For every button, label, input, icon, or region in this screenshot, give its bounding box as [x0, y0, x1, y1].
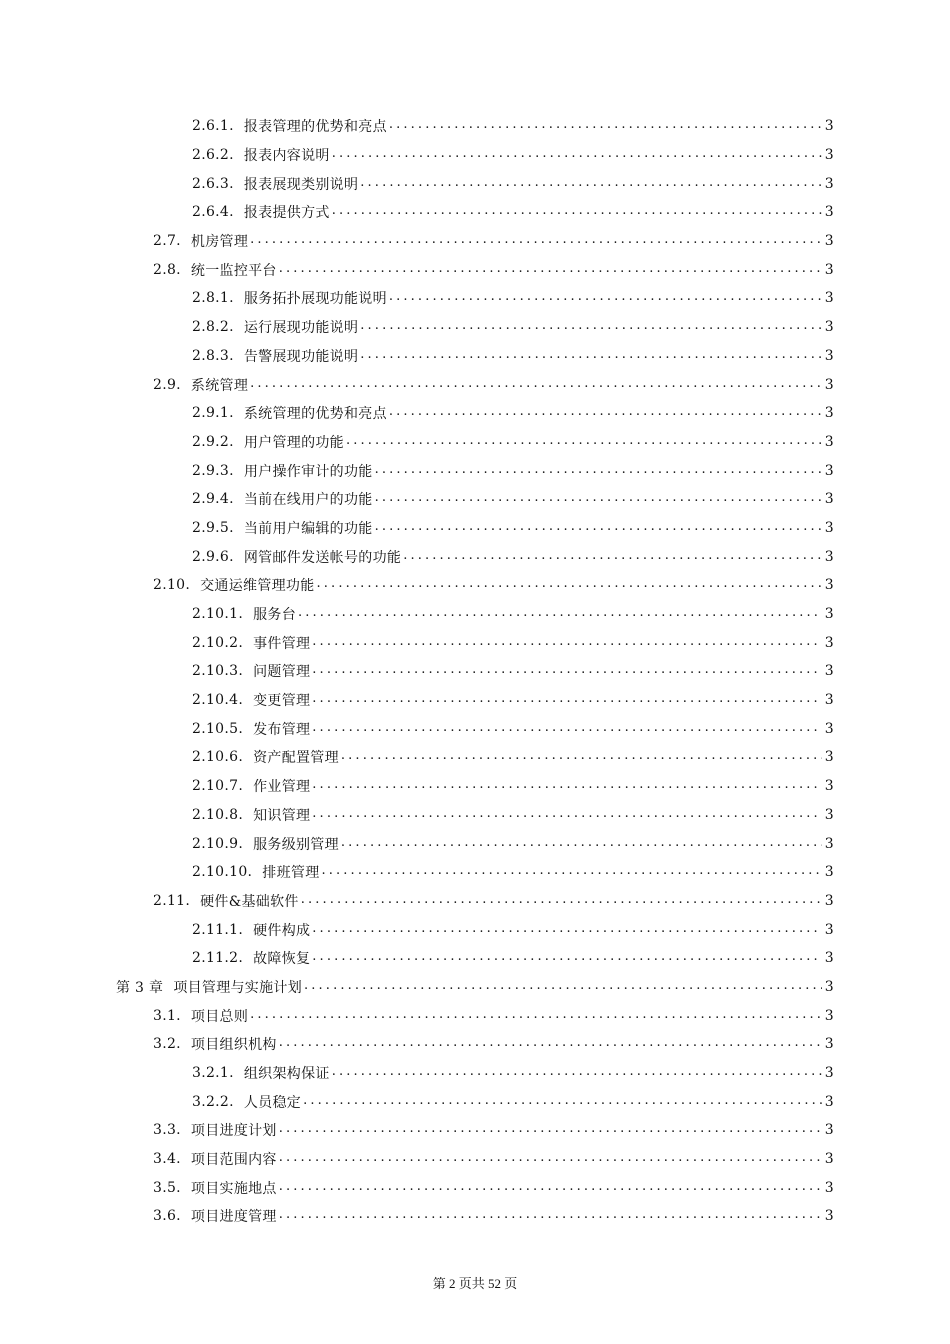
toc-entry-page-number: 3: [824, 347, 834, 364]
toc-entry-page-number: 3: [824, 319, 834, 336]
toc-entry-page-number: 3: [824, 261, 834, 278]
toc-entry[interactable]: [0, 198, 950, 227]
toc-entry[interactable]: [0, 1173, 950, 1202]
toc-entry-title: 项目进度管理: [190, 1209, 277, 1226]
toc-entry-line: [192, 288, 834, 308]
toc-entry-number: 2.8.2.: [192, 319, 234, 336]
toc-entry-page-number: 3: [824, 606, 834, 623]
toc-entry-line: [153, 575, 834, 595]
toc-entry-number: 2.10.9.: [192, 835, 244, 852]
toc-entry-number: 2.10.5.: [192, 720, 244, 737]
toc-dot-leader: [312, 635, 822, 651]
toc-entry-number: 2.6.4.: [192, 204, 234, 221]
toc-entry-line: [192, 690, 834, 710]
toc-entry-page-number: 3: [824, 864, 834, 881]
toc-entry-number: 2.10.: [153, 577, 191, 594]
toc-entry[interactable]: [0, 141, 950, 170]
toc-entry-line: [116, 977, 834, 997]
toc-entry-page-number: 3: [824, 720, 834, 737]
toc-entry-title: 知识管理: [253, 807, 311, 824]
toc-entry[interactable]: [0, 456, 950, 485]
toc-entry-line: [192, 202, 834, 222]
toc-entry-number: 2.6.1.: [192, 118, 234, 135]
toc-entry-page-number: 3: [824, 233, 834, 250]
toc-entry-number: 3.6.: [153, 1208, 181, 1225]
toc-entry-number: 2.6.3.: [192, 175, 234, 192]
toc-entry-line: [192, 661, 834, 681]
toc-entry-page-number: 3: [824, 1122, 834, 1139]
toc-entry-number: 2.9.6.: [192, 548, 234, 565]
toc-entry-number: 2.7.: [153, 233, 181, 250]
toc-dot-leader: [279, 1036, 822, 1052]
toc-entry-number: 2.9.: [153, 376, 181, 393]
toc-dot-leader: [250, 377, 822, 393]
toc-entry-line: [192, 489, 834, 509]
toc-entry[interactable]: [0, 973, 950, 1002]
toc-dot-leader: [250, 1008, 822, 1024]
toc-entry-number: 2.10.1.: [192, 606, 244, 623]
toc-entry[interactable]: [0, 915, 950, 944]
toc-dot-leader: [389, 290, 822, 306]
toc-entry-number: 第 3 章: [116, 979, 164, 996]
toc-entry-title: 项目总则: [190, 1008, 249, 1025]
toc-entry-page-number: 3: [824, 692, 834, 709]
toc-entry-line: [153, 1149, 834, 1169]
toc-entry-page-number: 3: [824, 1151, 834, 1168]
toc-entry-title: 硬件&基础软件: [200, 893, 299, 910]
toc-entry-line: [153, 1120, 834, 1140]
toc-entry-title: 用户操作审计的功能: [243, 463, 373, 480]
toc-dot-leader: [341, 749, 822, 765]
toc-entry[interactable]: [0, 1116, 950, 1145]
toc-entry-line: [192, 317, 834, 337]
toc-entry-number: 3.2.2.: [192, 1093, 234, 1110]
toc-entry-title: 系统管理: [190, 377, 249, 394]
toc-entry-number: 2.11.2.: [192, 950, 244, 967]
toc-entry[interactable]: [0, 1030, 950, 1059]
toc-entry-page-number: 3: [824, 921, 834, 938]
toc-entry-line: [192, 920, 834, 940]
toc-entry-number: 3.2.: [153, 1036, 181, 1053]
toc-entry-title: 人员稳定: [243, 1094, 302, 1111]
toc-entry-number: 2.10.6.: [192, 749, 244, 766]
toc-dot-leader: [389, 118, 822, 134]
toc-entry-line: [153, 1206, 834, 1226]
toc-dot-leader: [312, 778, 822, 794]
toc-entry-title: 项目组织机构: [190, 1037, 277, 1054]
toc-entry-title: 网管邮件发送帐号的功能: [243, 549, 402, 566]
toc-entry[interactable]: [0, 255, 950, 284]
toc-dot-leader: [298, 606, 822, 622]
toc-entry[interactable]: [0, 887, 950, 916]
toc-entry-line: [153, 260, 834, 280]
toc-entry[interactable]: [0, 686, 950, 715]
toc-entry[interactable]: [0, 657, 950, 686]
toc-entry-number: 2.11.1.: [192, 921, 244, 938]
toc-entry-title: 用户管理的功能: [243, 434, 344, 451]
toc-entry-line: [192, 116, 834, 136]
toc-entry-line: [153, 375, 834, 395]
toc-entry-page-number: 3: [824, 376, 834, 393]
toc-dot-leader: [312, 721, 822, 737]
toc-dot-leader: [312, 950, 822, 966]
page-footer: [0, 1273, 950, 1292]
toc-entry-line: [192, 461, 834, 481]
toc-entry-number: 2.8.3.: [192, 347, 234, 364]
toc-entry-line: [192, 547, 834, 567]
toc-entry-title: 当前用户编辑的功能: [243, 520, 373, 537]
toc-entry[interactable]: [0, 600, 950, 629]
toc-entry-page-number: 3: [824, 806, 834, 823]
toc-entry-line: [192, 403, 834, 423]
table-of-contents: [0, 112, 950, 1231]
toc-dot-leader: [279, 1151, 822, 1167]
toc-entry-number: 2.8.: [153, 261, 181, 278]
toc-entry-number: 2.9.4.: [192, 491, 234, 508]
toc-entry-number: 2.10.10.: [192, 864, 253, 881]
toc-entry-number: 2.10.4.: [192, 692, 244, 709]
toc-entry[interactable]: [0, 714, 950, 743]
toc-entry-title: 机房管理: [190, 234, 249, 251]
toc-dot-leader: [360, 348, 822, 364]
toc-entry-page-number: 3: [824, 1065, 834, 1082]
toc-dot-leader: [279, 1208, 822, 1224]
toc-entry-line: [153, 1034, 834, 1054]
toc-entry-page-number: 3: [824, 1007, 834, 1024]
toc-dot-leader: [304, 979, 822, 995]
toc-entry-number: 3.3.: [153, 1122, 181, 1139]
toc-dot-leader: [312, 922, 822, 938]
toc-dot-leader: [332, 147, 822, 163]
toc-entry-title: 报表提供方式: [243, 205, 330, 222]
toc-entry-title: 交通运维管理功能: [200, 578, 315, 595]
toc-dot-leader: [322, 864, 823, 880]
toc-entry-title: 报表展现类别说明: [243, 176, 359, 193]
page-number-label: 第 2 页共 52 页: [432, 1276, 518, 1291]
toc-entry-line: [192, 747, 834, 767]
toc-entry-line: [192, 776, 834, 796]
toc-entry-page-number: 3: [824, 433, 834, 450]
toc-dot-leader: [279, 262, 822, 278]
toc-entry[interactable]: [0, 485, 950, 514]
toc-entry-number: 3.2.1.: [192, 1065, 234, 1082]
toc-entry-number: 2.11.: [153, 892, 191, 909]
toc-entry-number: 3.1.: [153, 1007, 181, 1024]
toc-entry-page-number: 3: [824, 749, 834, 766]
toc-entry[interactable]: [0, 399, 950, 428]
toc-entry[interactable]: [0, 313, 950, 342]
toc-entry[interactable]: [0, 1087, 950, 1116]
toc-dot-leader: [312, 692, 822, 708]
toc-entry-title: 变更管理: [253, 693, 311, 710]
toc-entry[interactable]: [0, 112, 950, 141]
toc-entry[interactable]: [0, 227, 950, 256]
toc-dot-leader: [332, 1065, 822, 1081]
toc-entry-title: 问题管理: [253, 664, 311, 681]
toc-entry-number: 2.9.2.: [192, 433, 234, 450]
toc-entry-page-number: 3: [824, 405, 834, 422]
toc-dot-leader: [375, 491, 822, 507]
toc-entry[interactable]: [0, 743, 950, 772]
toc-entry-page-number: 3: [824, 491, 834, 508]
toc-entry-number: 2.10.7.: [192, 778, 244, 795]
toc-entry[interactable]: [0, 514, 950, 543]
toc-entry-line: [192, 145, 834, 165]
toc-entry-page-number: 3: [824, 147, 834, 164]
toc-entry-line: [192, 1063, 834, 1083]
toc-entry-line: [192, 518, 834, 538]
toc-entry-number: 2.9.3.: [192, 462, 234, 479]
toc-entry[interactable]: [0, 772, 950, 801]
toc-entry-page-number: 3: [824, 204, 834, 221]
toc-entry[interactable]: [0, 944, 950, 973]
toc-entry-line: [192, 432, 834, 452]
toc-entry-title: 故障恢复: [253, 951, 311, 968]
toc-dot-leader: [312, 807, 822, 823]
toc-dot-leader: [250, 233, 822, 249]
toc-entry-page-number: 3: [824, 978, 834, 995]
toc-entry-title: 资产配置管理: [253, 750, 339, 767]
toc-entry-number: 2.6.2.: [192, 147, 234, 164]
toc-dot-leader: [375, 520, 822, 536]
toc-entry-page-number: 3: [824, 778, 834, 795]
toc-entry-page-number: 3: [824, 290, 834, 307]
toc-entry-line: [153, 891, 834, 911]
toc-dot-leader: [317, 577, 822, 593]
toc-dot-leader: [389, 405, 822, 421]
toc-entry-title: 项目实施地点: [190, 1180, 277, 1197]
toc-entry-page-number: 3: [824, 950, 834, 967]
toc-dot-leader: [360, 319, 822, 335]
toc-entry[interactable]: [0, 801, 950, 830]
toc-entry-page-number: 3: [824, 1093, 834, 1110]
toc-entry-page-number: 3: [824, 548, 834, 565]
toc-dot-leader: [301, 893, 822, 909]
toc-entry-title: 报表内容说明: [243, 148, 330, 165]
toc-entry-number: 2.10.8.: [192, 806, 244, 823]
toc-entry-line: [192, 174, 834, 194]
toc-entry-page-number: 3: [824, 1179, 834, 1196]
toc-entry-title: 服务级别管理: [253, 836, 339, 853]
toc-entry-title: 统一监控平台: [190, 262, 277, 279]
toc-entry-page-number: 3: [824, 1036, 834, 1053]
toc-entry[interactable]: [0, 1145, 950, 1174]
toc-entry[interactable]: [0, 858, 950, 887]
toc-entry[interactable]: [0, 428, 950, 457]
toc-entry-title: 当前在线用户的功能: [243, 492, 373, 509]
toc-entry-title: 项目管理与实施计划: [173, 979, 303, 996]
toc-entry-line: [153, 1006, 834, 1026]
toc-entry-line: [192, 1092, 834, 1112]
toc-entry[interactable]: [0, 370, 950, 399]
toc-entry-number: 2.9.1.: [192, 405, 234, 422]
toc-entry-title: 发布管理: [253, 721, 311, 738]
toc-entry-page-number: 3: [824, 663, 834, 680]
toc-dot-leader: [375, 463, 822, 479]
toc-entry-number: 2.8.1.: [192, 290, 234, 307]
toc-entry-line: [192, 346, 834, 366]
toc-entry[interactable]: [0, 342, 950, 371]
toc-entry-page-number: 3: [824, 892, 834, 909]
toc-entry-number: 3.5.: [153, 1179, 181, 1196]
toc-entry-title: 报表管理的优势和亮点: [243, 119, 387, 136]
toc-entry[interactable]: [0, 1001, 950, 1030]
toc-entry-number: 2.10.2.: [192, 634, 244, 651]
toc-entry-page-number: 3: [824, 577, 834, 594]
toc-entry-line: [192, 948, 834, 968]
toc-entry-line: [192, 862, 834, 882]
toc-entry[interactable]: [0, 284, 950, 313]
toc-entry-line: [192, 719, 834, 739]
toc-entry-title: 组织架构保证: [243, 1066, 330, 1083]
toc-entry[interactable]: [0, 1059, 950, 1088]
toc-dot-leader: [303, 1094, 822, 1110]
toc-dot-leader: [279, 1180, 822, 1196]
toc-entry-line: [153, 1178, 834, 1198]
toc-entry[interactable]: [0, 829, 950, 858]
toc-entry-page-number: 3: [824, 519, 834, 536]
toc-entry[interactable]: [0, 542, 950, 571]
toc-entry-title: 服务台: [253, 607, 296, 624]
toc-entry-number: 3.4.: [153, 1151, 181, 1168]
toc-entry-line: [153, 231, 834, 251]
toc-entry-title: 运行展现功能说明: [243, 320, 359, 337]
toc-entry[interactable]: [0, 1202, 950, 1231]
toc-dot-leader: [360, 176, 822, 192]
toc-entry-line: [192, 633, 834, 653]
toc-dot-leader: [312, 663, 822, 679]
toc-entry-title: 项目范围内容: [190, 1152, 277, 1169]
toc-entry-title: 硬件构成: [253, 922, 311, 939]
toc-entry-line: [192, 834, 834, 854]
toc-entry-title: 服务拓扑展现功能说明: [243, 291, 387, 308]
toc-entry-number: 2.10.3.: [192, 663, 244, 680]
toc-dot-leader: [346, 434, 822, 450]
toc-entry-title: 系统管理的优势和亮点: [243, 406, 387, 423]
toc-entry-page-number: 3: [824, 118, 834, 135]
toc-entry-page-number: 3: [824, 634, 834, 651]
toc-entry-title: 排班管理: [262, 865, 320, 882]
toc-dot-leader: [341, 836, 822, 852]
toc-entry[interactable]: [0, 628, 950, 657]
toc-dot-leader: [403, 549, 822, 565]
toc-entry[interactable]: [0, 169, 950, 198]
toc-entry-title: 告警展现功能说明: [243, 348, 359, 365]
toc-entry-number: 2.9.5.: [192, 519, 234, 536]
toc-entry-page-number: 3: [824, 1208, 834, 1225]
toc-dot-leader: [332, 204, 822, 220]
toc-entry-page-number: 3: [824, 462, 834, 479]
toc-entry-page-number: 3: [824, 835, 834, 852]
toc-entry-title: 项目进度计划: [190, 1123, 277, 1140]
toc-entry-line: [192, 604, 834, 624]
toc-entry-line: [192, 805, 834, 825]
toc-entry-title: 事件管理: [253, 635, 311, 652]
toc-entry-title: 作业管理: [253, 779, 311, 796]
toc-entry[interactable]: [0, 571, 950, 600]
toc-entry-page-number: 3: [824, 175, 834, 192]
toc-dot-leader: [279, 1122, 822, 1138]
